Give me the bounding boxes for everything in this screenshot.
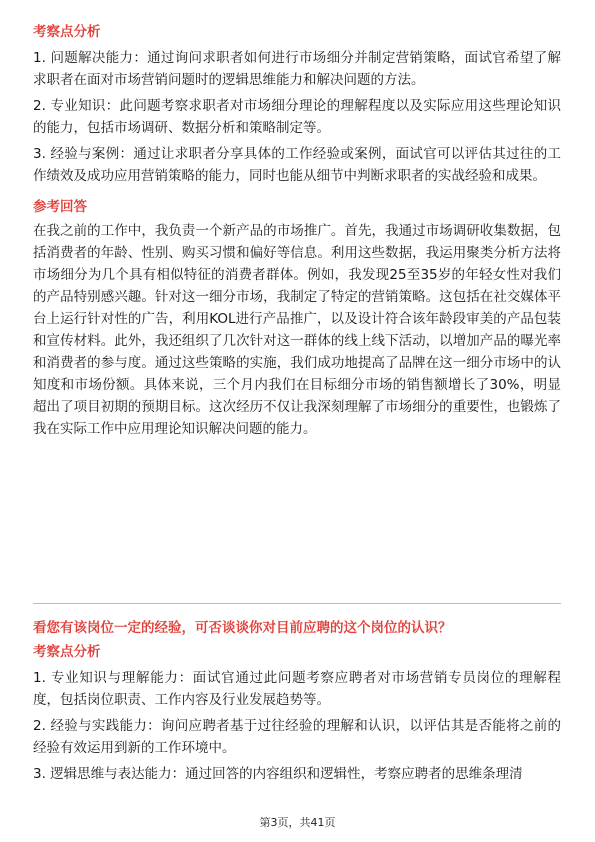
point-2-3: 3. 逻辑思维与表达能力：通过回答的内容组织和逻辑性，考察应聘者的思维条理清 [33, 766, 523, 782]
analysis-heading-2: 考察点分析 [33, 644, 101, 660]
point-3: 3. 经验与案例：通过让求职者分享具体的工作经验或案例，面试官可以评估其过往的工作绩效及成功应用营销策略的能力，同时也能从细节中判断求职者的实战经验和成果。 [33, 146, 561, 184]
point-2-1: 1. 专业知识与理解能力：面试官通过此问题考察应聘者对市场营销专员岗位的理解程度，包括岗位职责、工作内容及行业发展趋势等。 [33, 670, 561, 708]
point-2-2: 2. 经验与实践能力：询问应聘者基于过往经验的理解和认识，以评估其是否能将之前的经验有效运用到新的工作环境中。 [33, 718, 561, 756]
answer-heading: 参考回答 [33, 199, 87, 215]
point-2: 2. 专业知识：此问题考察求职者对市场细分理论的理解程度以及实际应用这些理论知识的能力，包括市场调研、数据分析和策略制定等。 [33, 98, 561, 136]
section1 [33, 21, 561, 440]
question-heading: 看您有该岗位一定的经验，可否谈谈你对目前应聘的这个岗位的认识？ [33, 620, 452, 636]
analysis-heading: 考察点分析 [33, 24, 101, 40]
page-number: 第3页，共41页 [259, 816, 336, 829]
point-1: 1. 问题解决能力：通过询问求职者如何进行市场细分并制定营销策略，面试官希望了解求职者在面对市场营销问题时的逻辑思维能力和解决问题的方法。 [33, 50, 561, 88]
section2 [33, 617, 561, 785]
answer-paragraph: 在我之前的工作中，我负责一个新产品的市场推广。首先，我通过市场调研收集数据，包括消费者的年龄、性别、购买习惯和偏好等信息。利用这些数据，我运用聚类分析方法将市场细分为几个具有相似特征的消费者群体。例如，我发现25至35岁的年轻女性对我们的产品特别感兴趣。针对这一细分市场，我制定了特定的营销策略。这包括在社交媒体平台上运行针对性的广告，利用KOL进行产品推广，以及设计符合该年龄段审美的产品包装和宣传材料。此外，我还组织了几次针对这一群体的线上线下活动，以增加产品的曝光率和消费者的参与度。通过这些策略的实施，我们成功地提高了品牌在这一细分市场中的认知度和市场份额。具体来说，三个月内我们在目标细分市场的销售额增长了30%，明显超出了项目初期的预期目标。这次经历不仅让我深刻理解了市场细分的重要性，也锻炼了我在实际工作中应用理论知识解决问题的能力。 [33, 223, 561, 437]
section-divider [33, 603, 561, 604]
